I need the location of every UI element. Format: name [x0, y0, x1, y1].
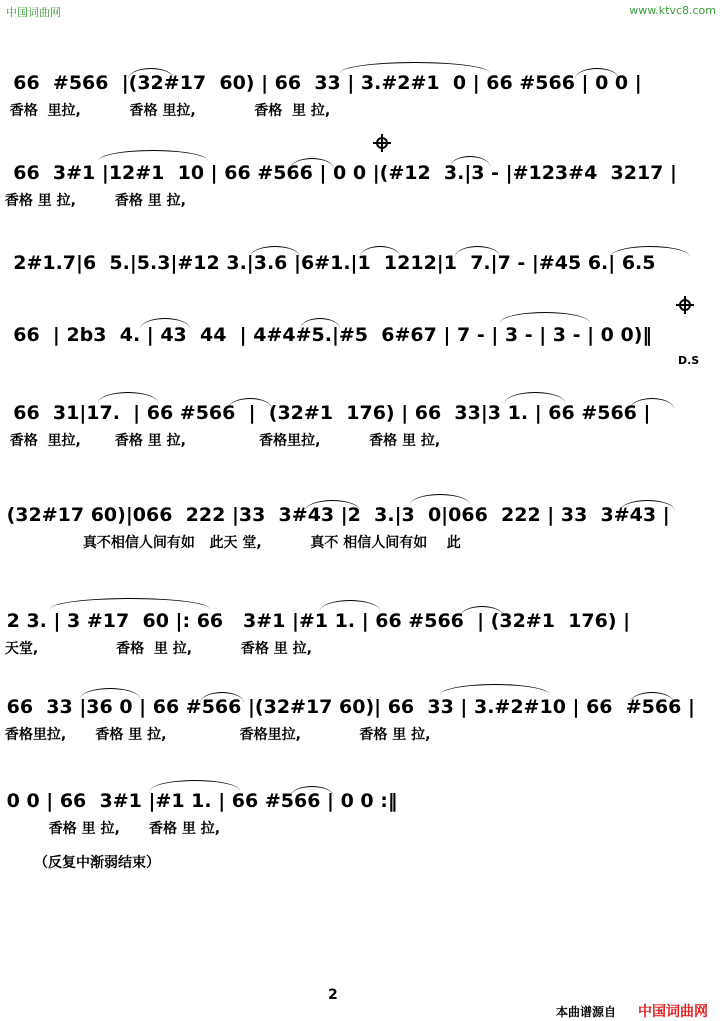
- notation-line: 66 | 2b3 4. | 43 44 | 4#4#5.|#5 6#67 | 7 - | 3 - | 3 - | 0 0)‖: [0, 324, 652, 346]
- staff-line-8: [0, 690, 722, 750]
- source-site-link[interactable]: 中国词曲网: [638, 1004, 709, 1020]
- site-watermark-right: www.ktvc8.com: [629, 4, 716, 17]
- staff-line-5: [0, 396, 722, 456]
- notation-line: (32#17 60)|066 222 |33 3#43 |2 3.|3 0|066 222 | 33 3#43 |: [0, 504, 670, 526]
- ds-mark: D.S: [678, 354, 700, 367]
- slur-arc: [340, 62, 490, 73]
- segno-icon: [373, 134, 391, 152]
- slur-arc: [500, 312, 590, 323]
- source-label: 本曲谱源自: [556, 1005, 617, 1019]
- slur-arc: [150, 780, 240, 791]
- source-credit: [556, 1001, 708, 1021]
- lyrics-line: 香格 里拉, 香格 里拉, 香格 里 拉,: [0, 103, 331, 119]
- staff-line-9: [0, 784, 722, 844]
- notation-line: 0 0 | 66 3#1 |#1 1. | 66 #566 | 0 0 :‖: [0, 790, 398, 812]
- lyrics-line: 香格里拉, 香格 里 拉, 香格里拉, 香格 里 拉,: [0, 727, 431, 743]
- segno-icon: [676, 296, 694, 314]
- staff-line-6: [0, 498, 722, 558]
- page-number: 2: [328, 987, 338, 1003]
- notation-line: 66 #566 |(32#17 60) | 66 33 | 3.#2#1 0 | 66 #566 | 0 0 |: [0, 72, 642, 94]
- staff-line-1: [0, 66, 722, 126]
- lyrics-line: 香格 里 拉, 香格 里 拉,: [0, 193, 186, 209]
- notation-line: 2 3. | 3 #17 60 |: 66 3#1 |#1 1. | 66 #566 | (32#1 176) |: [0, 610, 631, 632]
- lyrics-line: 真不相信人间有如 此天 堂, 真不 相信人间有如 此: [0, 535, 461, 551]
- notation-line: 66 33 |36 0 | 66 #566 |(32#17 60)| 66 33 | 3.#2#10 | 66 #566 |: [0, 696, 695, 718]
- slur-arc: [98, 392, 158, 403]
- slur-arc: [505, 392, 565, 403]
- staff-line-7: [0, 604, 722, 664]
- lyrics-line: 天堂, 香格 里 拉, 香格 里 拉,: [0, 641, 312, 657]
- notation-line: 2#1.7|6 5.|5.3|#12 3.|3.6 |6#1.|1 1212|1 7.|7 - |#45 6.| 6.5: [0, 252, 656, 274]
- site-watermark-left: 中国词曲网: [6, 6, 61, 19]
- performance-note: （反复中渐弱结束）: [34, 855, 160, 871]
- slur-arc: [320, 600, 380, 611]
- slur-arc: [98, 150, 208, 161]
- lyrics-line: 香格 里 拉, 香格 里 拉,: [0, 821, 221, 837]
- slur-arc: [440, 684, 550, 695]
- slur-arc: [50, 598, 210, 609]
- slur-arc: [410, 494, 470, 505]
- notation-line: 66 3#1 |12#1 10 | 66 #566 | 0 0 |(#12 3.|3 - |#123#4 3217 |: [0, 162, 677, 184]
- staff-line-2: [0, 156, 722, 216]
- lyrics-line: 香格 里拉, 香格 里 拉, 香格里拉, 香格 里 拉,: [0, 433, 441, 449]
- staff-line-3: [0, 246, 722, 306]
- notation-line: 66 31|17. | 66 #566 | (32#1 176) | 66 33|3 1. | 66 #566 |: [0, 402, 651, 424]
- staff-line-4: [0, 318, 722, 378]
